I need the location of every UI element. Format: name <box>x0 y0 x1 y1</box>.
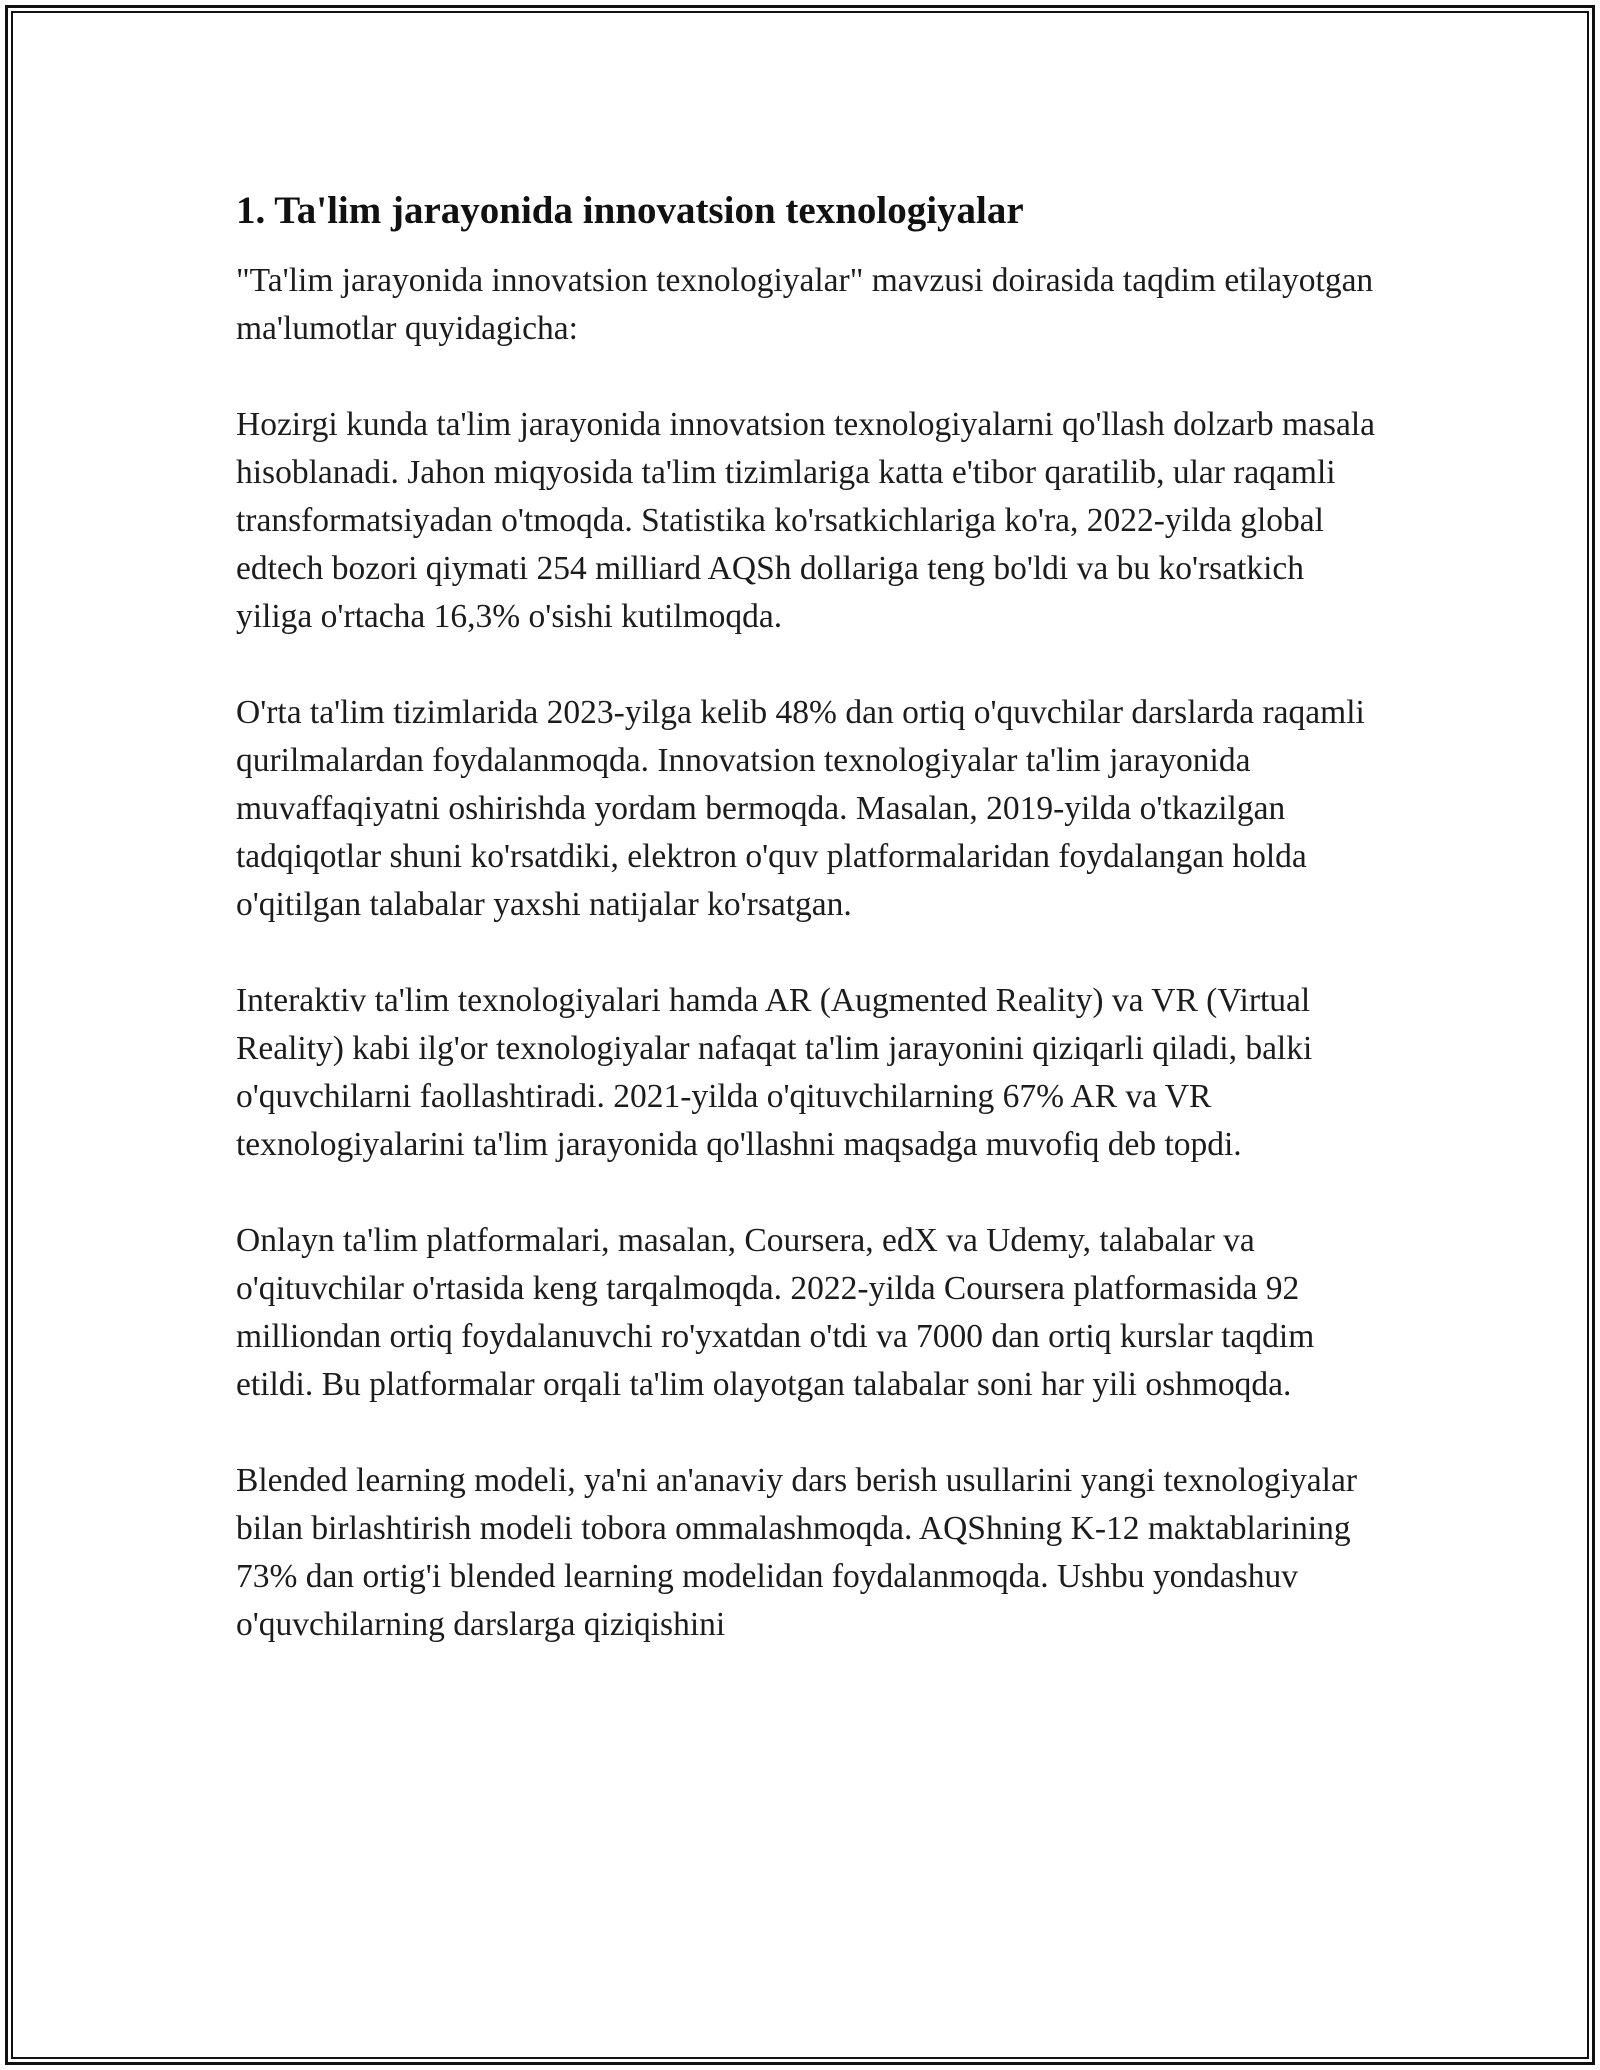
paragraph-online-platforms: Onlayn ta'lim platformalari, masalan, Coursera, edX va Udemy, talabalar va o'qituvchilar o'rtasida keng tarqalmoqda. 2022-yilda Coursera platformasida 92 milliondan ortiq foydalanuvchi ro'yxatdan o'tdi va 7000 dan ortiq kurslar taqdim etildi. Bu platformalar orqali ta'lim olayotgan talabalar soni har yili oshmoqda. <box>236 1222 1315 1403</box>
paragraph-digital-devices: O'rta ta'lim tizimlarida 2023-yilga kelib 48% dan ortiq o'quvchilar darslarda raqamli qurilmalardan foydalanmoqda. Innovatsion texnologiyalar ta'lim jarayonida muvaffaqiyatni oshirishda yordam bermoqda. Masalan, 2019-yilda o'tkazilgan tadqiqotlar shuni ko'rsatdiki, elektron o'quv platformalaridan foydalangan holda o'qitilgan talabalar yaxshi natijalar ko'rsatgan. <box>236 694 1365 923</box>
section-heading: 1. Ta'lim jarayonida innovatsion texnologiyalar <box>236 189 1024 232</box>
paragraph-blended-learning: Blended learning modeli, ya'ni an'anaviy dars berish usullarini yangi texnologiyalar bilan birlashtirish modeli tobora ommalashmoqda. AQShning K-12 maktablarining 73% dan ortig'i blended learning modelidan foydalanmoqda. Ushbu yondashuv o'quvchilarning darslarga qiziqishini <box>236 1462 1357 1643</box>
intro-paragraph: "Ta'lim jarayonida innovatsion texnologiyalar" mavzusi doirasida taqdim etilayotgan ma'lumotlar quyidagicha: <box>236 262 1374 347</box>
paragraph-ar-vr: Interaktiv ta'lim texnologiyalari hamda AR (Augmented Reality) va VR (Virtual Reality) kabi ilg'or texnologiyalar nafaqat ta'lim jarayonini qiziqarli qiladi, balki o'quvchilarni faollashtiradi. 2021-yilda o'qituvchilarning 67% AR va VR texnologiyalarini ta'lim jarayonida qo'llashni maqsadga muvofiq deb topdi. <box>236 982 1313 1163</box>
paragraph-edtech-market: Hozirgi kunda ta'lim jarayonida innovatsion texnologiyalarni qo'llash dolzarb masala hisoblanadi. Jahon miqyosida ta'lim tizimlariga katta e'tibor qaratilib, ular raqamli transformatsiyadan o'tmoqda. Statistika ko'rsatkichlariga ko'ra, 2022-yilda global edtech bozori qiymati 254 milliard AQSh dollariga teng bo'ldi va bu ko'rsatkich yiliga o'rtacha 16,3% o'sishi kutilmoqda. <box>236 406 1375 635</box>
document-body <box>236 185 1376 1649</box>
